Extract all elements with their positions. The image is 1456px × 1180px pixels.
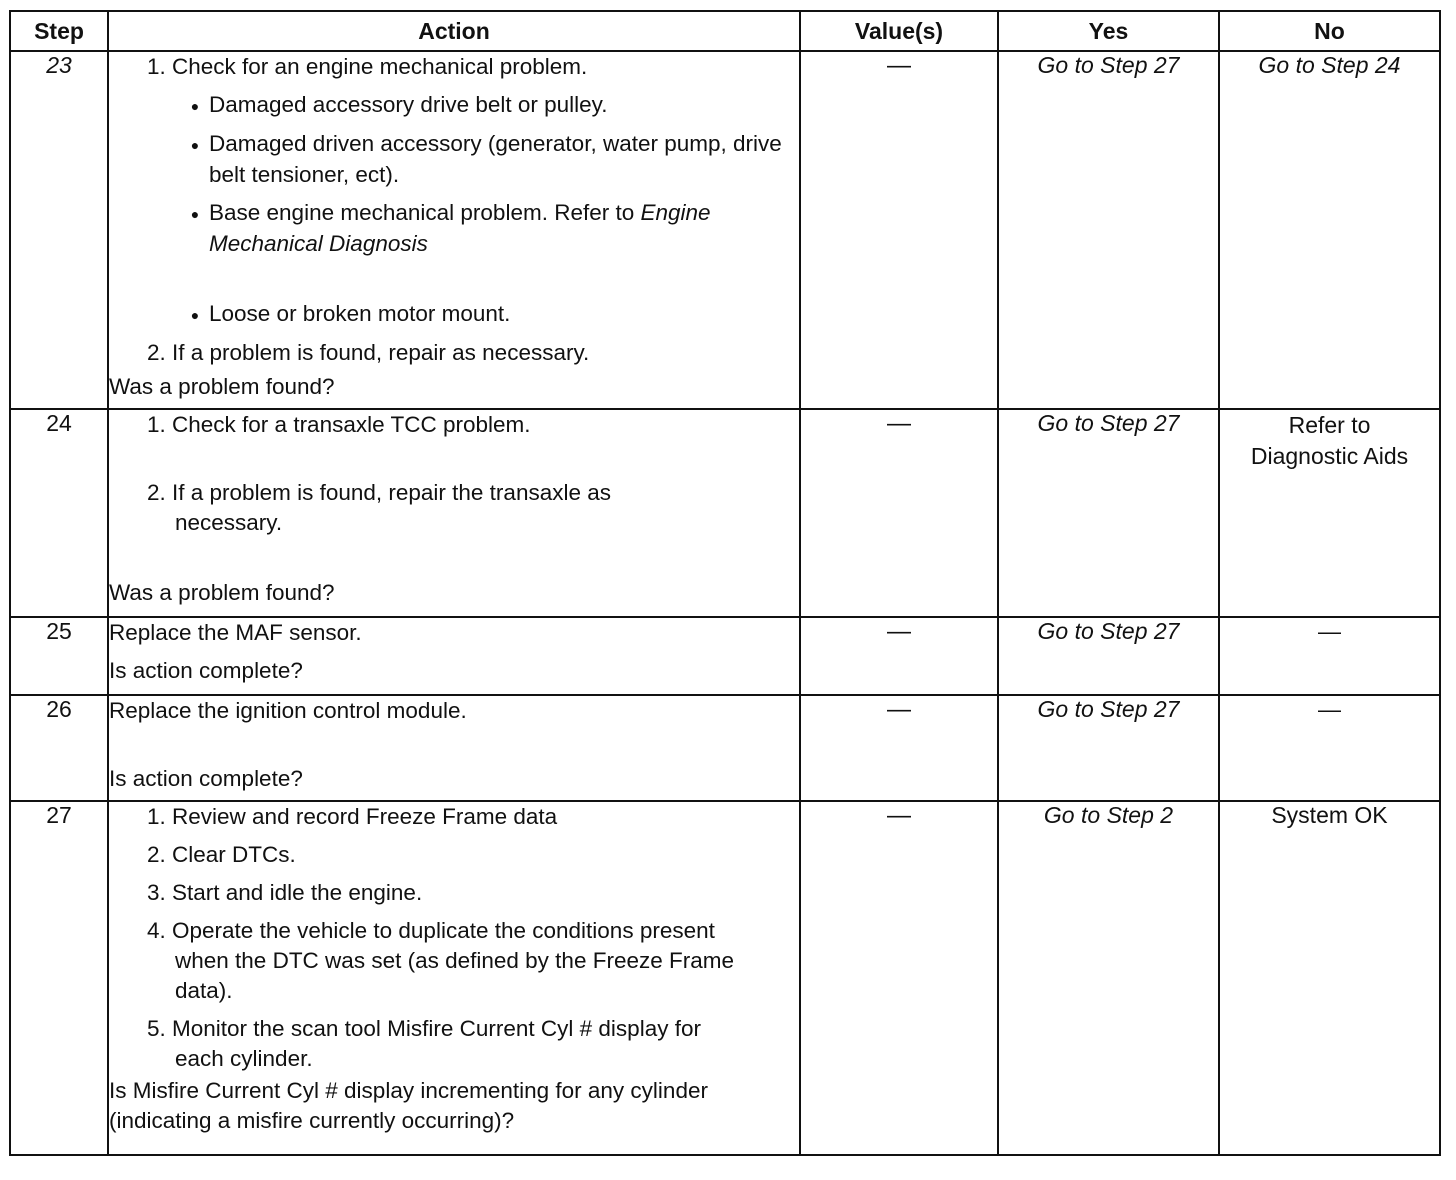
table-row — [10, 409, 1440, 617]
action-cell — [108, 617, 800, 695]
action-item: 4. Operate the vehicle to duplicate the conditions present when the DTC was set (as defined by the Freeze Frame data). — [147, 918, 734, 1003]
reference-link: Engine Mechanical Diagnosis — [209, 200, 711, 257]
question: Is action complete? — [109, 658, 303, 683]
no-cell: — — [1219, 617, 1440, 695]
action-item: 2. If a problem is found, repair as necessary. — [147, 340, 590, 366]
step-number: 27 — [10, 801, 108, 1155]
yes-cell: Go to Step 27 — [998, 695, 1219, 801]
action-item: 2. Clear DTCs. — [147, 842, 296, 867]
action-cell — [108, 801, 800, 1155]
yes-cell: Go to Step 27 — [998, 51, 1219, 409]
no-cell: — — [1219, 695, 1440, 801]
step-number: 25 — [10, 617, 108, 695]
step-number: 24 — [10, 409, 108, 617]
bullet-list — [109, 90, 799, 330]
diagnostic-table — [9, 10, 1441, 1156]
question: Is Misfire Current Cyl # display incrementing for any cylinder (indicating a misfire currently occurring)? — [109, 1078, 708, 1133]
value-cell: — — [800, 617, 998, 695]
action-line: Replace the MAF sensor. — [109, 620, 362, 645]
value-cell: — — [800, 801, 998, 1155]
value-cell: — — [800, 409, 998, 617]
no-cell: System OK — [1219, 801, 1440, 1155]
header-step: Step — [10, 11, 108, 51]
yes-cell: Go to Step 27 — [998, 617, 1219, 695]
action-item: 2. If a problem is found, repair the transaxle as necessary. — [147, 480, 611, 535]
bullet-item: ● Damaged driven accessory (generator, water pump, drive belt tensioner, ect). — [190, 131, 782, 188]
step-number: 23 — [10, 51, 108, 409]
header-action: Action — [108, 11, 800, 51]
question: Was a problem found? — [109, 580, 335, 605]
table-row — [10, 695, 1440, 801]
step-number: 26 — [10, 695, 108, 801]
header-yes: Yes — [998, 11, 1219, 51]
no-cell: Refer to Diagnostic Aids — [1219, 409, 1440, 617]
header-values: Value(s) — [800, 11, 998, 51]
action-item: 5. Monitor the scan tool Misfire Current Cyl # display for each cylinder. — [147, 1016, 701, 1071]
bullet-item: ● Loose or broken motor mount. — [190, 301, 511, 327]
action-cell — [108, 695, 800, 801]
action-line: Replace the ignition control module. — [109, 698, 467, 723]
action-cell — [108, 51, 800, 409]
value-cell: — — [800, 695, 998, 801]
action-item: 1. Check for a transaxle TCC problem. — [147, 412, 531, 437]
header-row — [10, 11, 1440, 51]
action-cell — [108, 409, 800, 617]
no-cell: Go to Step 24 — [1219, 51, 1440, 409]
bullet-item: ● Base engine mechanical problem. Refer to Engine Mechanical Diagnosis — [190, 200, 711, 257]
value-cell: — — [800, 51, 998, 409]
table-row — [10, 51, 1440, 409]
table-row — [10, 617, 1440, 695]
bullet-item: ● Damaged accessory drive belt or pulley. — [190, 92, 608, 117]
question: Was a problem found? — [109, 374, 335, 400]
action-item: 1. Review and record Freeze Frame data — [147, 804, 558, 829]
action-item: 3. Start and idle the engine. — [147, 880, 423, 905]
yes-cell: Go to Step 2 — [998, 801, 1219, 1155]
yes-cell: Go to Step 27 — [998, 409, 1219, 617]
action-item: 1. Check for an engine mechanical problem. — [147, 54, 588, 79]
question: Is action complete? — [109, 766, 303, 791]
table-row — [10, 801, 1440, 1155]
header-no: No — [1219, 11, 1440, 51]
